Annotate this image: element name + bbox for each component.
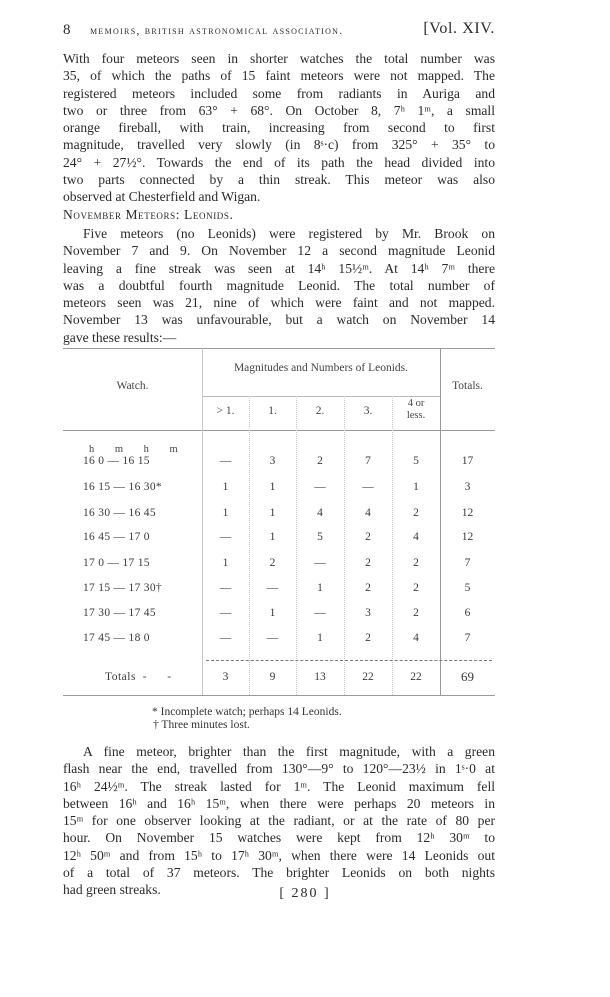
text-line: 16ʰ 24½ᵐ. The streak lasted for 1ᵐ. The Leonid maximum fell [63,778,495,794]
table-top-rule [63,348,495,349]
table-footnotes [152,706,342,732]
text-line: leaving a fine streak was seen at 14ʰ 15½ᵐ. At 14ʰ 7ᵐ there [63,260,495,276]
text-line: two or three from 63° + 68°. On October 8, 7ʰ 1ᵐ, a small [63,102,495,118]
text-line: hour. On November 15 watches were kept from 12ʰ 30ᵐ to [63,830,495,846]
paragraph-november-leonids [63,225,495,346]
text-line: meteors seen was 21, nine of which were faint and not mapped. [63,295,495,311]
header-bottom-rule [63,430,495,431]
header-col-4-or-less: 4 or less. [406,398,426,421]
paragraph-fine-meteor [63,743,495,899]
footnote-dagger: † Three minutes lost. [153,719,250,731]
leonids-table: Watch. Magnitudes and Numbers of Leonids. Totals. > 1. 1. 2. 3. 4 or less. h m h m 16 0 — 16 15 — 3 2 7 5 17 16 15 — 16 30* 1 1 — — 1 3 16 30 — 16 45 1 1 4 4 2 12 16 45 — 17 0 — 1 5 2 4 12 17 0 — 17 15 1 2 — 2 2 7 17 15 — 17 30† — — 1 2 2 5 17 30 — 17 45 — 1 — 3 2 6 17 45 — 18 0 — — 1 2 4 7 Totals - - 3 9 13 22 22 69 [63,348,495,695]
text-line: orange fireball, with train, increasing from second to first [63,120,495,136]
text-line: 15ᵐ for one observer looking at the radiant, or at the rate of 80 per [63,813,495,829]
text-line: November 7 and 9. On November 12 a second magnitude Leonid [63,243,495,259]
sum-rule [206,660,492,661]
header-col-1: 1. [268,405,277,417]
footnote-asterisk: * Incomplete watch; perhaps 14 Leonids. [152,706,342,718]
text-line: of a total of 37 meteors. The brighter Leonids on both nights [63,865,495,881]
volume-label: [Vol. XIV. [423,20,495,37]
running-head [63,20,495,40]
text-line: observed at Chesterfield and Wigan. [63,189,261,205]
page-number: 8 [63,22,71,38]
journal-title: memoirs, british astronomical association. [90,25,344,37]
paragraph-october-fireball [63,50,495,206]
text-line: magnitude, travelled very slowly (in 8ˢ·c) from 325° + 35° to [63,137,495,153]
text-line: two parts connected by a thin streak. This meteor was also [63,172,495,188]
text-line: 24° + 27½°. Towards the end of its path the head divided into [63,154,495,170]
table-bottom-rule [63,695,495,696]
folio-page-number: [ 280 ] [279,886,331,901]
header-col-2: 2. [315,405,325,417]
section-heading: November Meteors: Leonids. [63,207,234,222]
text-line: flash near the end, travelled from 130°—9° to 120°—23½ in 1ˢ·0 at [63,761,495,777]
header-col-gt1: > 1. [216,405,235,417]
text-line: Five meteors (no Leonids) were registered by Mr. Brook on [83,226,495,241]
header-magnitudes-group: Magnitudes and Numbers of Leonids. [233,362,409,374]
header-totals: Totals. [452,380,483,392]
text-line: A fine meteor, brighter than the first magnitude, with a green [83,744,495,759]
hm-units-label: h m h m [89,444,187,455]
text-line: With four meteors seen in shorter watches the total number was [63,51,495,66]
text-line: November 13 was unfavourable, but a watch on November 14 [63,312,495,328]
header-col-3: 3. [363,405,373,417]
header-watch: Watch. [116,380,149,392]
text-line: had green streaks. [63,882,161,898]
text-line: gave these results:— [63,329,177,345]
text-line: 35, of which the paths of 15 faint meteors were not mapped. The [63,68,495,84]
text-line: registered meteors included some from radiants in Auriga and [63,85,495,101]
text-line: was a doubtful fourth magnitude Leonid. The total number of [63,277,495,293]
text-line: between 16ʰ and 16ʰ 15ᵐ, when there were perhaps 20 meteors in [63,795,495,811]
header-group-rule [202,396,440,397]
text-line: 12ʰ 50ᵐ and from 15ʰ to 17ʰ 30ᵐ, when there were 14 Leonids out [63,847,495,863]
